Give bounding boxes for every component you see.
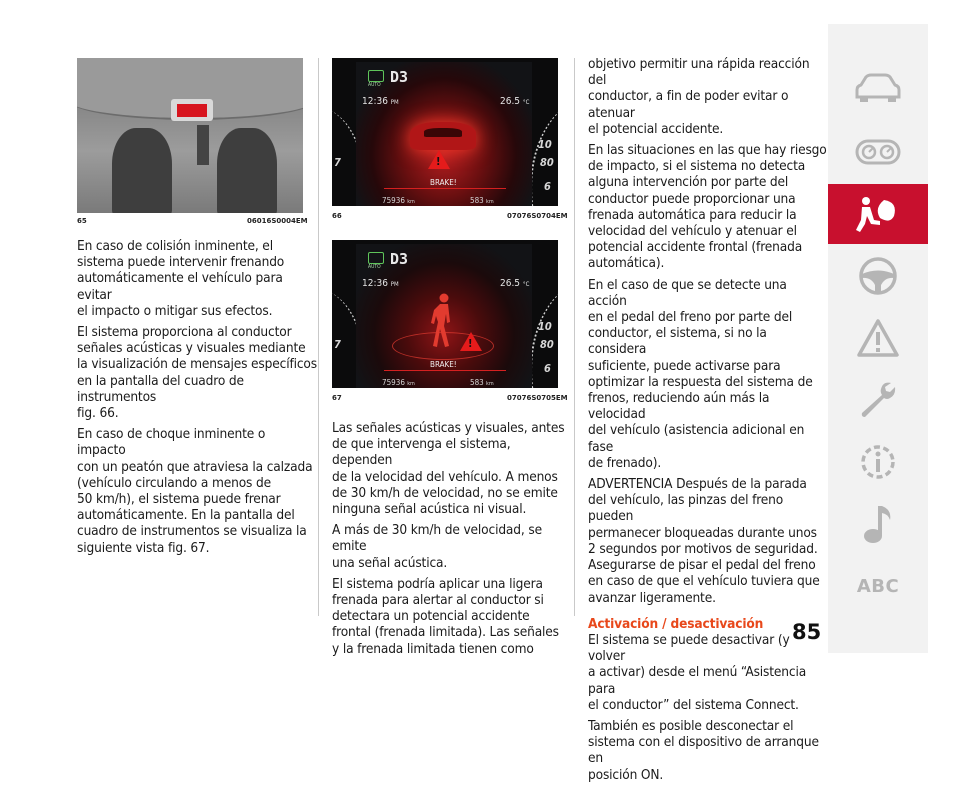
page-number: 85 [792,620,822,644]
paragraph: En el caso de que se detecte una acción en el pedal del freno por parte del conductor, el sistema, si no la considera suficiente, puede activarse para optimizar la respuesta del sistema de frenos, reduciendo aún más la velocidad del vehículo (asistencia adicional en fase de frenado). [588,276,813,471]
paragraph: objetivo permitir una rápida reacción del conductor, a fin de poder evitar o atenuar el potencial accidente. [588,56,810,137]
figure-67-cluster-pedestrian: AUTO D3 12:36 PM 26.5 °C ! BRAKE! 75936 km 583 km 7 10 80 6 [332,240,558,388]
nav-index[interactable] [828,556,928,616]
abc-index-icon: ABC [856,575,900,597]
gear-indicator: D3 [390,68,409,86]
car-icon [855,73,901,103]
temperature: 26.5 °C [500,278,530,289]
nav-car[interactable] [828,58,928,118]
pedestrian-icon [430,292,456,348]
nav-safety[interactable] [828,184,928,244]
nav-maintenance[interactable] [828,370,928,430]
warning-triangle-icon [856,318,900,358]
figure-number: 65 [77,217,87,225]
trip-meter: 583 km [470,378,494,387]
section-heading: Activación / desactivación [588,615,764,632]
paragraph: En las situaciones en las que hay riesgo de impacto, si el sistema no detecta alguna intervención por parte del conductor puede proporcionar una frenada automática para reducir la velocidad del vehículo y atenuar el potencial accidente frontal (frenada automática). [588,142,827,272]
clock: 12:36 PM [362,96,399,107]
figure-code: 06016S0004EM [247,217,308,225]
odometer: 75936 km [382,196,415,205]
temperature: 26.5 °C [500,96,530,107]
wrench-icon [857,379,899,421]
paragraph: También es posible desconectar el sistema con el dispositivo de arranque en posición ON. [588,717,819,783]
brake-message: BRAKE! [430,178,457,187]
nav-multimedia[interactable] [828,494,928,554]
paragraph: El sistema se puede desactivar (y volver a activar) desde el menú “Asistencia para el conductor” del sistema Connect. [588,631,807,713]
paragraph: En caso de choque inminente o impacto con un peatón que atraviesa la calzada (vehículo circulando a menos de 50 km/h), el sistema puede frenar automáticamente. En la pantalla del cuadro de instrumentos se visualiza la siguiente vista fig. 67. [77,426,313,556]
column-3-text [588,56,828,788]
nav-driving[interactable] [828,246,928,306]
front-sensor [171,99,213,121]
technical-data-icon [856,440,900,484]
music-note-icon [860,502,896,546]
figure-code: 07076S0705EM [507,394,568,402]
paragraph: ADVERTENCIA Después de la parada del vehículo, las pinzas del freno pueden permanecer bloqueadas durante unos 2 segundos por motivos de seguridad. Asegurarse de pisar el pedal del freno en caso de que el vehículo tuviera que avanzar ligeramente. [588,476,820,606]
paragraph: El sistema podría aplicar una ligera frenada para alertar al conductor si detectara un potencial accidente frontal (frenada limitada). Las señales y la frenada limitada tienen como [332,575,559,657]
paragraph: Las señales acústicas y visuales, antes de que intervenga el sistema, dependen de la velocidad del vehículo. A menos de 30 km/h de velocidad, no se emite ninguna señal acústica ni visual. [332,420,565,518]
odometer: 75936 km [382,378,415,387]
gear-indicator: D3 [390,250,409,268]
paragraph: En caso de colisión inminente, el sistema puede intervenir frenando automáticamente el vehículo para evitar el impacto o mitigar sus efectos. [77,238,285,319]
paragraph: El sistema proporciona al conductor señales acústicas y visuales mediante la visualización de mensajes específicos en la pantalla del cuadro de instrumentos fig. 66. [77,324,317,422]
figure-code: 07076S0704EM [507,212,568,220]
nav-emergency[interactable] [828,308,928,368]
trip-meter: 583 km [470,196,494,205]
figure-65-windshield-sensor [77,58,303,213]
nav-instruments[interactable] [828,122,928,182]
car-rear-graphic [410,122,476,150]
paragraph: A más de 30 km/h de velocidad, se emite una señal acústica. [332,522,542,571]
figure-66-cluster-brake: AUTO D3 12:36 PM 26.5 °C ! BRAKE! 75936 km 583 km 7 10 80 6 [332,58,558,206]
steering-wheel-icon [857,255,899,297]
brake-message: BRAKE! [430,360,457,369]
safety-airbag-icon [854,194,902,234]
figure-number: 66 [332,212,342,220]
figure-number: 67 [332,394,342,402]
instrument-cluster-icon [855,137,901,167]
column-1-text [77,238,317,561]
chapter-sidebar [828,24,928,653]
clock: 12:36 PM [362,278,399,289]
column-2-text [332,420,570,662]
nav-technical-data[interactable] [828,432,928,492]
